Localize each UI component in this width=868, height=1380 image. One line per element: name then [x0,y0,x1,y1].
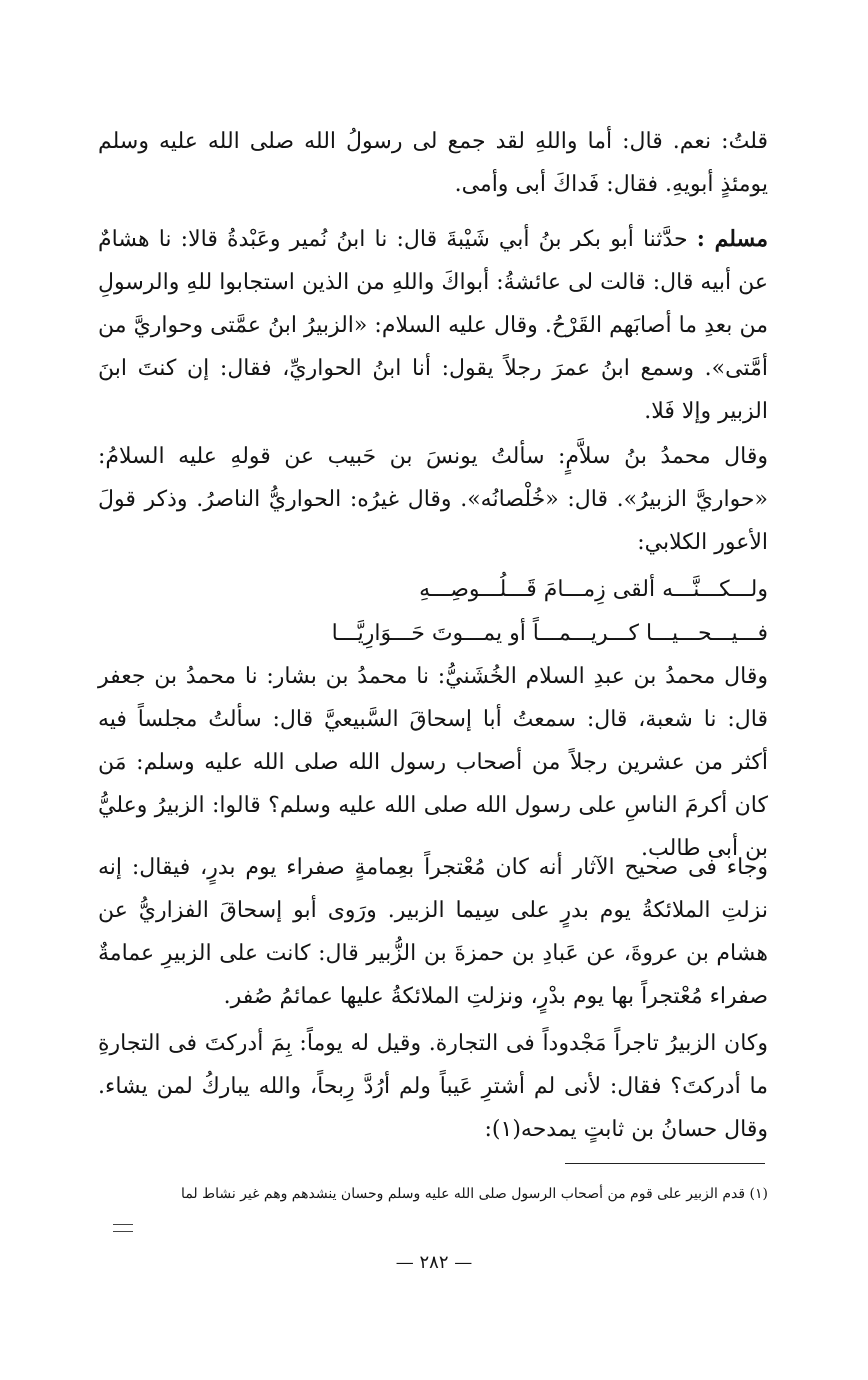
continuation-mark [113,1224,133,1232]
paragraph-4-text: وقال محمدُ بن عبدِ السلام الخُشَنيُّ: نا محمدُ بن بشار: نا محمدُ بن جعفر قال: نا شعبة، قال: سمعتُ أبا إسحاقَ السَّبيعيَّ قال: سألتُ مجلساً فيه أكثر من عشرين رجلاً من أصحاب رسول الله صلى الله عليه وسلم: مَن كان أكرمَ الناسِ على رسول الله صلى الله عليه وسلم؟ قالوا: الزبيرُ وعليُّ بن أبى طالب. [98,664,768,861]
paragraph-4 [98,655,768,870]
paragraph-2-text: حدَّثنا أبو بكر بنُ أبي شَيْبةَ قال: نا ابنُ نُمير وعَبْدةُ قالا: نا هشامٌ عن أبيه قال: قالت لى عائشةُ: أبواكَ واللهِ من الذين استجابوا للهِ والرسولِ من بعدِ ما أصابَهم القَرْحُ. وقال عليه السلام: «الزبيرُ ابنُ عمَّتى وحواريَّ من أمَّتى». وسمع ابنُ عمرَ رجلاً يقول: أنا ابنُ الحواريِّ، فقال: إن كنتَ ابنَ الزبير وإلا فَلا. [98,227,768,424]
footnote: (١) قدم الزبير على قوم من أصحاب الرسول صلى الله عليه وسلم وحسان ينشدهم وهم غير نشاط لما [181,1186,768,1202]
verse-line-2-text: فـــيـــحـــيـــا كـــريـــمـــاً أو يمـــوتَ حَـــوَارِيَّـــا [331,621,768,646]
paragraph-5-text: وجاء فى صحيح الآثار أنه كان مُعْتجراً بعِمامةٍ صفراء يوم بدرٍ، فيقال: إنه نزلتِ الملائكةُ يوم بدرٍ على سِيما الزبير. ورَوى أبو إسحاقَ الفزاريُّ عن هشام بن عروةَ، عن عَبادِ بن حمزةَ بن الزُّبير قال: كانت على الزبيرِ عمامةٌ صفراء مُعْتجراً بها يوم بدْرٍ، ونزلتِ الملائكةُ عليها عمائمُ صُفر. [98,855,768,1009]
verse-line-1-text: ولـــكـــنَّـــه ألقى زِمـــامَ قَـــلُـــوصِـــهِ [419,577,768,602]
paragraph-3 [98,435,768,564]
footnote-divider [565,1163,765,1164]
paragraph-6-text: وكان الزبيرُ تاجراً مَجْدوداً فى التجارة. وقيل له يوماً: بِمَ أدركتَ فى التجارةِ ما أدركتَ؟ فقال: لأنى لم أشترِ عَيباً ولم أرُدَّ رِبحاً، والله يباركُ لمن يشاء. وقال حسانُ بن ثابتٍ يمدحه(١): [98,1031,768,1142]
source-lead: مسلم : [696,226,768,252]
paragraph-3-text: وقال محمدُ بنُ سلاَّمٍ: سألتُ يونسَ بن حَبيب عن قولهِ عليه السلامُ: «حواريَّ الزبيرُ». قال: «خُلْصانُه». وقال غيرُه: الحواريُّ الناصرُ. وذكر قولَ الأعور الكلابي: [98,444,768,555]
paragraph-1-text: قلتُ: نعم. قال: أما واللهِ لقد جمع لى رسولُ الله صلى الله عليه وسلم يومئذٍ أبويهِ. فقال: فَداكَ أبى وأمى. [98,129,768,197]
paragraph-6 [98,1022,768,1151]
paragraph-1 [98,120,768,206]
paragraph-5 [98,846,768,1018]
paragraph-2 [98,218,768,433]
page-number: — ٢٨٢ — [395,1252,473,1273]
